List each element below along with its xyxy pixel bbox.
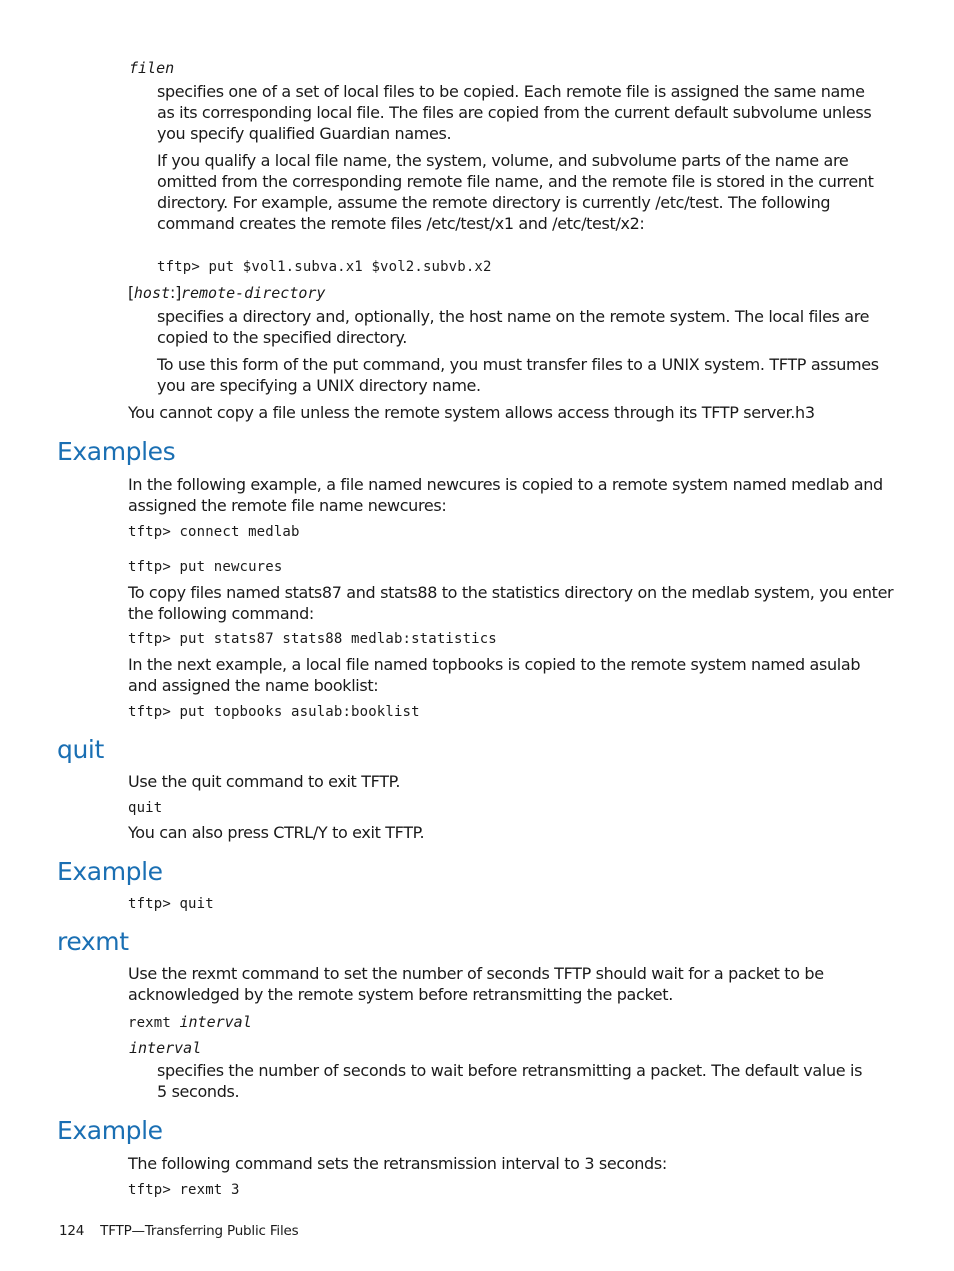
text-line: directory. For example, assume the remote directory is currently /etc/test. The following (157, 193, 831, 212)
heading-quit: quit (57, 735, 104, 764)
term-filen: filen (129, 59, 175, 77)
quit-ctrl-y-note: You can also press CTRL/Y to exit TFTP. (128, 823, 425, 842)
text-line: omitted from the corresponding remote file name, and the remote file is stored in the current (157, 172, 874, 191)
term-remote-directory-name: remote-directory (180, 284, 326, 302)
term-interval: interval (129, 1039, 202, 1057)
text-line: If you qualify a local file name, the system, volume, and subvolume parts of the name are (157, 151, 849, 170)
text-line: as its corresponding local file. The files are copied from the current default subvolume unless (157, 103, 872, 122)
rexmt-description (128, 963, 824, 1005)
examples-intro (128, 474, 883, 516)
syntax-command: rexmt (128, 1015, 180, 1031)
filen-qualify-note (157, 150, 874, 234)
bracket-open: [ (128, 283, 134, 302)
text-line: and assigned the name booklist: (128, 676, 379, 695)
page-footer (59, 1223, 298, 1240)
code-tftp-quit: tftp> quit (128, 896, 214, 912)
interval-description (157, 1060, 862, 1102)
term-remote-directory (128, 282, 325, 303)
heading-examples: Examples (57, 437, 176, 466)
rexmt-syntax (128, 1012, 252, 1032)
text-line: acknowledged by the remote system before retransmitting the packet. (128, 985, 673, 1004)
text-line: In the next example, a local file named topbooks is copied to the remote system named asulab (128, 655, 861, 674)
text-line: To copy files named stats87 and stats88 to the statistics directory on the medlab system, you enter (128, 583, 894, 602)
access-note: You cannot copy a file unless the remote system allows access through its TFTP server.h3 (128, 403, 815, 422)
examples-stats-intro (128, 582, 893, 624)
code-connect-medlab: tftp> connect medlab (128, 524, 300, 540)
code-put-stats: tftp> put stats87 stats88 medlab:statistics (128, 631, 497, 647)
text-line: To use this form of the put command, you must transfer files to a UNIX system. TFTP assumes (157, 355, 879, 374)
text-line: In the following example, a file named newcures is copied to a remote system named medlab and (128, 475, 883, 494)
code-put-newcures: tftp> put newcures (128, 559, 283, 575)
term-host: host (133, 284, 171, 302)
remote-directory-description (157, 306, 869, 348)
text-line: specifies the number of seconds to wait before retransmitting a packet. The default value is (157, 1061, 863, 1080)
syntax-argument: interval (179, 1013, 252, 1031)
code-quit: quit (128, 800, 163, 816)
text-line: copied to the specified directory. (157, 328, 407, 347)
code-put-topbooks: tftp> put topbooks asulab:booklist (128, 704, 420, 720)
text-line: assigned the remote file name newcures: (128, 496, 447, 515)
examples-topbooks-intro (128, 654, 860, 696)
heading-example-rexmt: Example (57, 1116, 163, 1145)
filen-description (157, 81, 871, 144)
rexmt-example-description: The following command sets the retransmission interval to 3 seconds: (128, 1154, 667, 1173)
remote-directory-unix-note (157, 354, 879, 396)
code-rexmt-3: tftp> rexmt 3 (128, 1182, 240, 1198)
text-line: 5 seconds. (157, 1082, 240, 1101)
text-line: the following command: (128, 604, 314, 623)
text-line: command creates the remote files /etc/test/x1 and /etc/test/x2: (157, 214, 645, 233)
heading-example-quit: Example (57, 857, 163, 886)
text-line: Use the rexmt command to set the number of seconds TFTP should wait for a packet to be (128, 964, 824, 983)
code-put-vol: tftp> put $vol1.subva.x1 $vol2.subvb.x2 (157, 259, 492, 275)
text-line: specifies a directory and, optionally, the host name on the remote system. The local files are (157, 307, 870, 326)
footer-title: TFTP—Transferring Public Files (100, 1223, 299, 1239)
text-line: you are specifying a UNIX directory name. (157, 376, 481, 395)
page-number: 124 (59, 1223, 85, 1239)
heading-rexmt: rexmt (57, 927, 129, 956)
text-line: specifies one of a set of local files to be copied. Each remote file is assigned the same name (157, 82, 865, 101)
colon-bracket: :] (170, 283, 181, 302)
text-line: you specify qualified Guardian names. (157, 124, 452, 143)
quit-description: Use the quit command to exit TFTP. (128, 772, 401, 791)
